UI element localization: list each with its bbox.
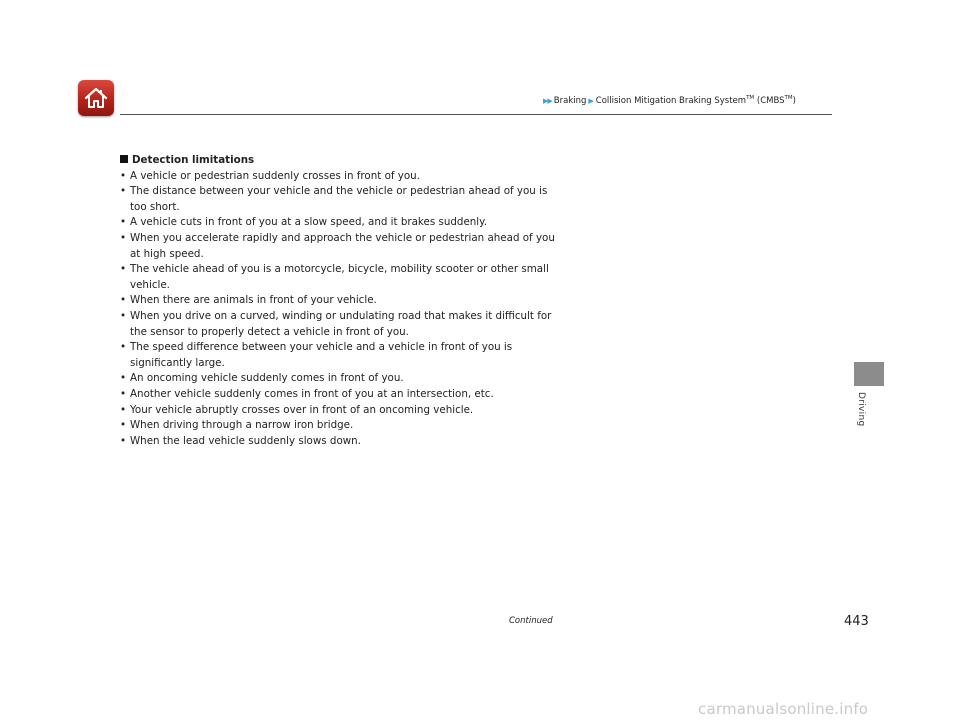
list-item: • A vehicle or pedestrian suddenly crosses in front of you. [120, 169, 560, 185]
home-button[interactable] [78, 80, 114, 116]
list-item: • When there are animals in front of your vehicle. [120, 293, 560, 309]
breadcrumb [543, 95, 796, 106]
breadcrumb-close-paren: ) [792, 95, 796, 106]
list-item: • Another vehicle suddenly comes in front of you at an intersection, etc. [120, 387, 560, 403]
list-item: • Your vehicle abruptly crosses over in front of an oncoming vehicle. [120, 403, 560, 419]
header-divider [120, 114, 832, 115]
breadcrumb-cmbs[interactable]: Collision Mitigation Braking System [595, 95, 747, 106]
breadcrumb-braking[interactable]: Braking [553, 95, 587, 106]
section-heading [120, 153, 560, 169]
trademark-mark: TM [746, 95, 755, 101]
list-item: • When driving through a narrow iron bridge. [120, 418, 560, 434]
square-bullet-icon [120, 155, 128, 163]
list-item: • An oncoming vehicle suddenly comes in front of you. [120, 371, 560, 387]
list-item: • The vehicle ahead of you is a motorcycle, bicycle, mobility scooter or other small vehicle. [120, 262, 560, 293]
section-heading-text: Detection limitations [132, 154, 255, 166]
trademark-mark: TM [784, 95, 793, 101]
list-item: • The distance between your vehicle and the vehicle or pedestrian ahead of you is too short. [120, 184, 560, 215]
list-item: • When you accelerate rapidly and approach the vehicle or pedestrian ahead of you at high speed. [120, 231, 560, 262]
list-item: • A vehicle cuts in front of you at a slow speed, and it brakes suddenly. [120, 215, 560, 231]
watermark: carmanualsonline.info [698, 700, 869, 718]
chapter-label: Driving [856, 392, 866, 427]
breadcrumb-arrow-icon: ▶▶ [543, 96, 552, 105]
limitations-list [120, 169, 560, 450]
page-number: 443 [844, 614, 869, 629]
list-item: • When you drive on a curved, winding or undulating road that makes it difficult for the sensor to properly detect a vehicle in front of you. [120, 309, 560, 340]
list-item: • When the lead vehicle suddenly slows down. [120, 434, 560, 450]
home-icon [83, 86, 109, 110]
list-item: • The speed difference between your vehicle and a vehicle in front of you is significantly large. [120, 340, 560, 371]
chapter-tab[interactable] [854, 362, 884, 386]
continued-label: Continued [509, 616, 553, 626]
breadcrumb-cmbs-abbrev: (CMBS [754, 95, 785, 106]
detection-limitations-section [120, 153, 560, 449]
breadcrumb-arrow-icon: ▶ [588, 96, 594, 105]
